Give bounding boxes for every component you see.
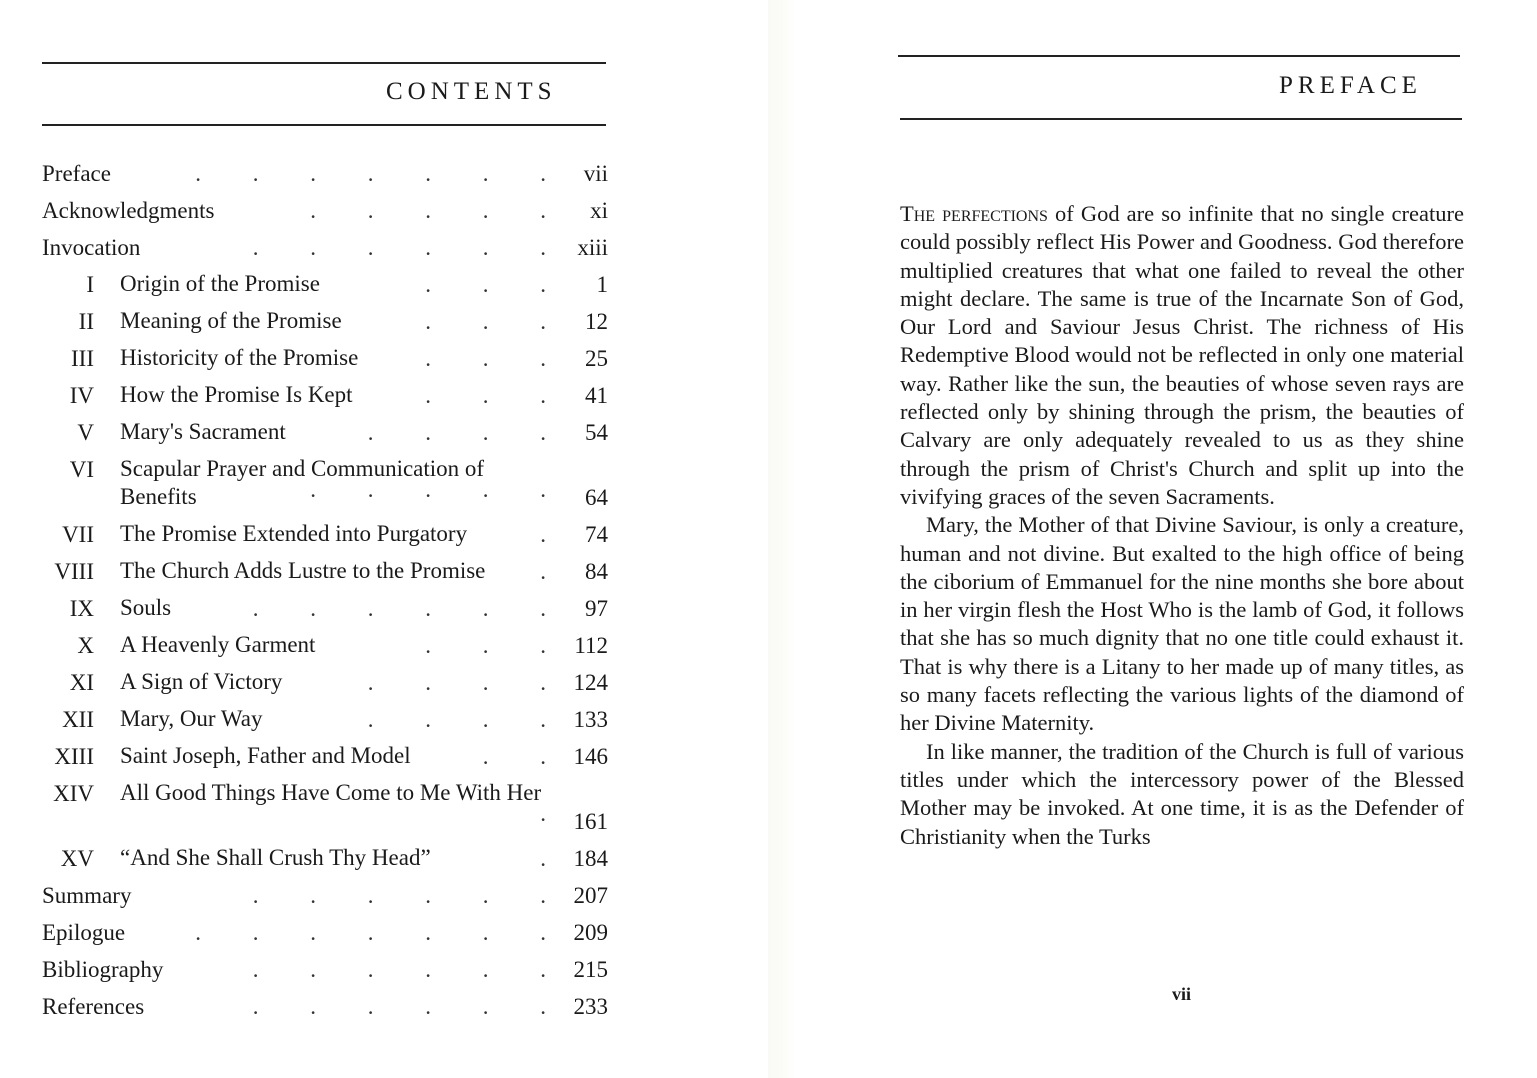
page-number: vii [1172,984,1192,1004]
leader-dots: . [540,559,546,584]
toc-entry-title: The Church Adds Lustre to the Promise [120,558,486,583]
chapter-number: IV [69,383,94,408]
toc-entry-title: All Good Things Have Come to Me With Her [120,780,542,805]
leader-dots: . . . . . [310,198,546,223]
opening-smallcaps: The perfections [900,201,1048,226]
toc-entry-title: Preface [42,161,111,186]
toc-entry [42,590,608,627]
toc-entry-title: Meaning of the Promise [120,308,342,333]
leader-dots: . . . [425,309,546,334]
toc-entry-title: The Promise Extended into Purgatory [120,521,468,546]
toc-entry [42,553,608,590]
toc-entry [42,738,608,775]
leader-dots: . . . [425,272,546,297]
toc-entry-title: Souls [120,595,172,620]
toc-page-number: 207 [573,883,608,908]
book-gutter [768,0,795,1078]
leader-dots: . . . [425,383,546,408]
toc-entry [42,377,608,414]
toc-page-number: 54 [585,420,608,445]
leader-dots: . . . . [367,707,546,732]
leader-dots: . . . . [367,670,546,695]
top-rule [898,55,1460,57]
toc-entry-title: Mary, Our Way [120,706,263,731]
toc-page-number: xiii [577,235,608,260]
toc-entry [42,192,608,229]
table-of-contents [42,155,608,1025]
toc-page-number: xi [590,198,608,223]
leader-dots: . . [482,744,546,769]
leader-dots: . [540,522,546,547]
chapter-number: XIII [54,744,94,769]
toc-entry [42,627,608,664]
chapter-number: VIII [54,559,94,584]
toc-page-number: 161 [573,809,608,834]
leader-dots: . . . . . . [252,596,546,621]
leader-dots: . . . . . . . [195,920,546,945]
toc-page-number: 146 [573,744,608,769]
toc-page-number: 133 [573,707,608,732]
preface-paragraph: In like manner, the tradition of the Church is full of various titles under which the intercessory power of the Blessed Mother may be invoked. At one time, it is as the Defender of Christianity when the Turks [900,738,1464,849]
toc-entry [42,155,608,192]
chapter-number: V [77,420,94,445]
chapter-number: III [71,346,94,371]
toc-page-number: 112 [574,633,608,658]
chapter-number: XV [60,846,94,871]
heading-underline [42,124,606,126]
toc-page-number: 233 [573,994,608,1019]
toc-entry-title: How the Promise Is Kept [120,382,353,407]
toc-page-number: 124 [573,670,608,695]
toc-entry-title: Summary [42,883,132,908]
toc-entry [42,229,608,266]
toc-page-number: 64 [585,485,608,510]
leader-dots: . . . . . . [252,957,546,982]
toc-entry-title: Scapular Prayer and Communication of Benefits [120,456,485,509]
toc-entry-title: Saint Joseph, Father and Model [120,743,411,768]
toc-entry-title: Epilogue [42,920,126,945]
toc-entry [42,951,608,988]
toc-entry-title: Bibliography [42,957,164,982]
chapter-number: II [78,309,94,334]
toc-page-number: 215 [573,957,608,982]
toc-entry-title: Acknowledgments [42,198,215,223]
toc-entry [42,414,608,451]
toc-page-number: 25 [585,346,608,371]
toc-entry [42,840,608,877]
toc-entry-title: References [42,994,145,1019]
toc-page-number: 209 [573,920,608,945]
chapter-number: XIV [53,781,94,806]
toc-page-number: 12 [585,309,608,334]
preface-text [900,200,1464,851]
toc-entry-title: “And She Shall Crush Thy Head” [120,845,431,870]
toc-entry [42,516,608,553]
toc-page-number: 1 [596,272,608,297]
preface-paragraph [900,200,1464,511]
chapter-number: X [77,633,94,658]
toc-page-number: 97 [585,596,608,621]
toc-entry-title: Origin of the Promise [120,271,320,296]
leader-dots: . . . . . . [252,235,546,260]
chapter-number: XI [69,670,94,695]
toc-entry-title: Historicity of the Promise [120,345,359,370]
chapter-number: IX [69,596,94,621]
leader-dots: . . . . . [310,477,546,502]
top-rule [42,62,606,64]
chapter-number: XII [62,707,94,732]
left-page [0,0,768,1078]
heading-underline [900,118,1462,120]
toc-page-number: 184 [573,846,608,871]
toc-entry [42,877,608,914]
leader-dots: . . . [425,346,546,371]
leader-dots: . [540,801,546,826]
chapter-number: VI [69,457,94,482]
leader-dots: . . . . . . [252,883,546,908]
toc-entry [42,340,608,377]
toc-entry-title: A Heavenly Garment [120,632,316,657]
paragraph-text: of God are so infinite that no single creature could possibly reflect His Power and Goodness. God therefore multiplied creatures that what one failed to reveal the other might declare. The same is true of the Incarnate Son of God, Our Lord and Saviour Jesus Christ. The richness of His Redemptive Blood would not be reflected in only one material way. Rather like the sun, the beauties of whose seven rays are reflected only by shining through the prism, the beauties of Calvary are only adequately revealed to us as they shine through the prism of Christ's Church and split up into the vivifying graces of the seven Sacraments. [900,201,1464,509]
toc-page-number: 74 [585,522,608,547]
toc-page-number: vii [583,161,608,186]
toc-entry [42,701,608,738]
contents-heading: CONTENTS [386,78,557,105]
toc-entry-title: Mary's Sacrament [120,419,286,444]
toc-entry [42,266,608,303]
toc-page-number: 41 [585,383,608,408]
toc-entry [42,303,608,340]
toc-entry [42,988,608,1025]
toc-entry-title: A Sign of Victory [120,669,283,694]
toc-entry [42,664,608,701]
leader-dots: . . . . . . [252,994,546,1019]
toc-entry [42,775,608,840]
toc-page-number: 84 [585,559,608,584]
toc-entry [42,451,608,516]
chapter-number: VII [62,522,94,547]
preface-paragraph: Mary, the Mother of that Divine Saviour, is only a creature, human and not divine. But exalted to the high office of being the ciborium of Emmanuel for the nine months she bore about in her virgin flesh the Host Who is the lamb of God, it follows that she has so much dignity that no one title could exhaust it. That is why there is a Litany to her made up of many titles, as so many facets reflecting the various lights of the diamond of her Divine Maternity. [900,512,1464,736]
leader-dots: . [540,846,546,871]
preface-heading: PREFACE [1279,72,1422,99]
chapter-number: I [86,272,94,297]
leader-dots: . . . . [367,420,546,445]
leader-dots: . . . . . . . [195,161,546,186]
toc-entry-title: Invocation [42,235,141,260]
toc-entry [42,914,608,951]
leader-dots: . . . [425,633,546,658]
